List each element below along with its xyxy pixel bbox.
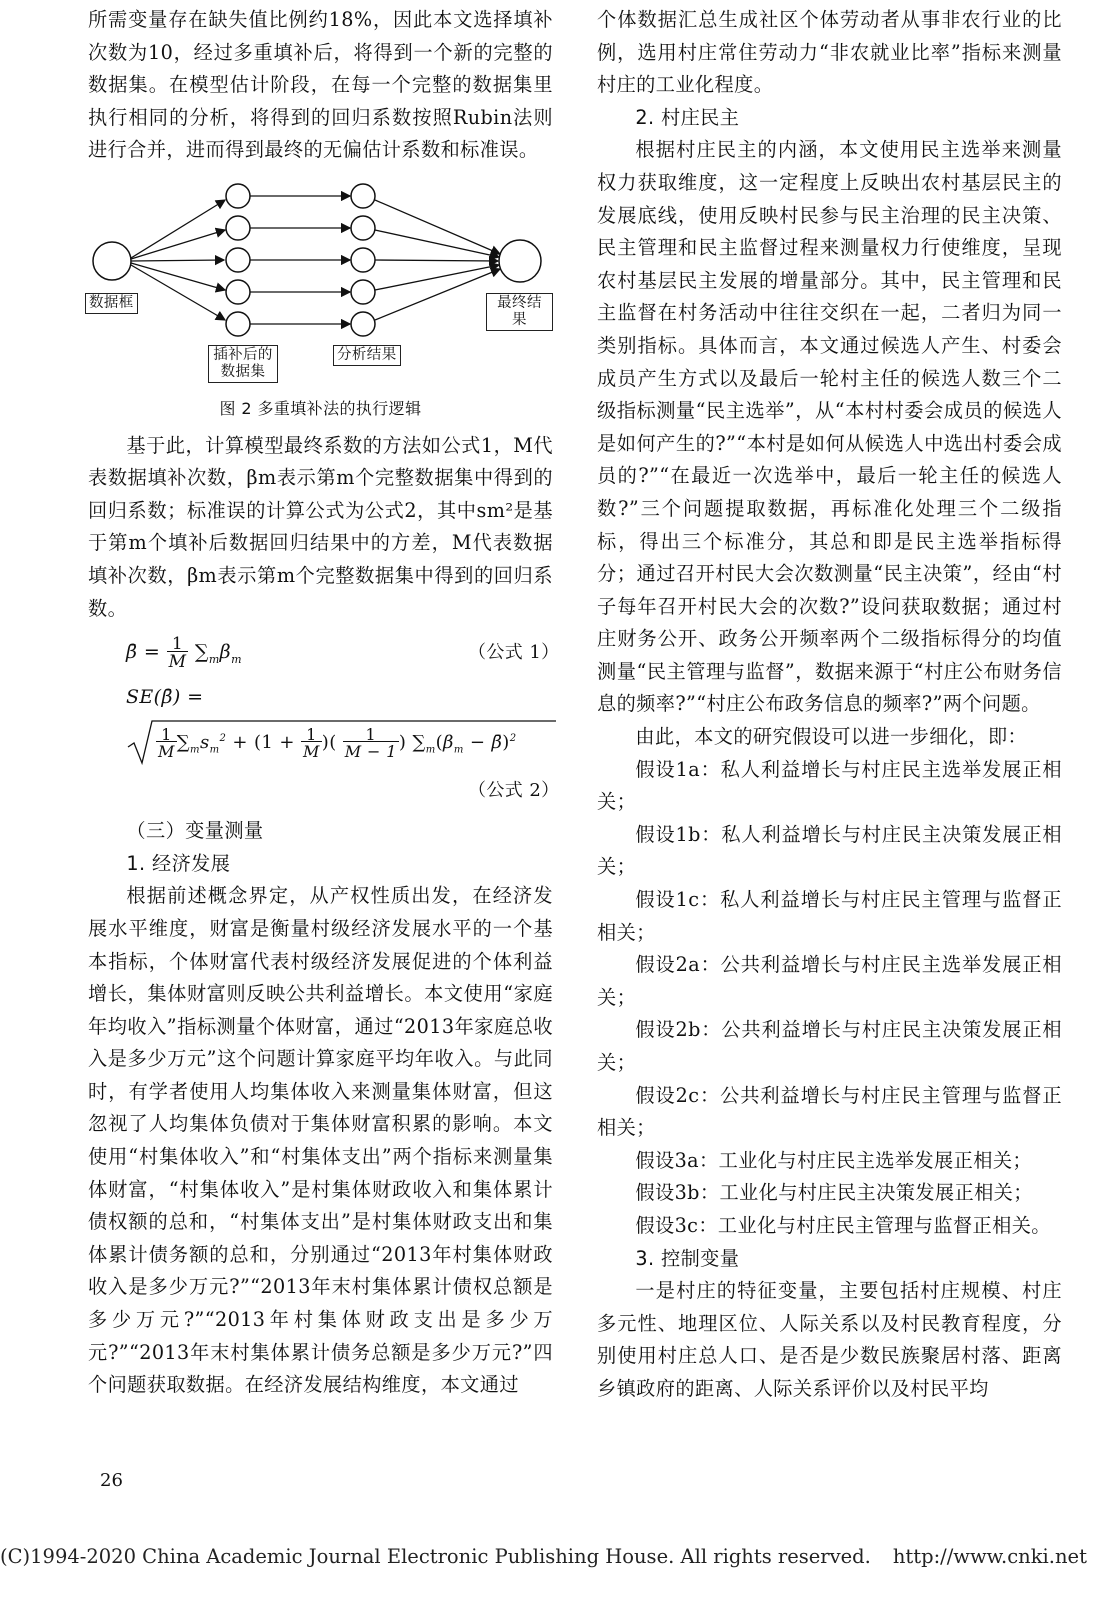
formula-2-tag: （公式 2） xyxy=(468,780,560,802)
paragraph-industrialization: 个体数据汇总生成社区个体劳动者从事非农行业的比例，选用村庄常住劳动力“非农就业比率”指标来测量村庄的工业化程度。 xyxy=(597,8,1062,97)
formula-block: β̄ = 1 M $\sum_m\beta_m$ （公式 1） SE(β̄) = 1 M $\sum_ms_m^2 + (1 + 1$ M )( 1 M − 1 ) $\sum_m(\beta_m$ − β̄)$^2$ （公式 2） xyxy=(88,625,553,815)
subsection-title-village-democracy: 2. 村庄民主 xyxy=(635,105,740,129)
imputation-diagram xyxy=(88,173,553,389)
hypothesis-2b: 假设2b：公共利益增长与村庄民主决策发展正相关； xyxy=(597,1018,1062,1074)
hypothesis-2a: 假设2a：公共利益增长与村庄民主选举发展正相关； xyxy=(597,953,1062,1009)
figure-multiple-imputation xyxy=(88,173,553,389)
paragraph-control-variables: 一是村庄的特征变量，主要包括村庄规模、村庄多元性、地理区位、人际关系以及村民教育程度，分别使用村庄总人口、是否是少数民族聚居村落、距离乡镇政府的距离、人际关系评价以及村民平均 xyxy=(597,1279,1062,1400)
subsection-title-economic-development: 1. 经济发展 xyxy=(126,851,231,875)
label-imputed-line2: 数据集 xyxy=(220,363,266,380)
paragraph-village-democracy: 根据村庄民主的内涵，本文使用民主选举来测量权力获取维度，这一定程度上反映出农村基层民主的发展底线，使用反映村民参与民主治理的民主决策、民主管理和民主监督过程来测量权力行使维度，呈现农村基层民主发展的增量部分。其中，民主管理和民主监督在村务活动中往往交织在一起，二者归为同一类别指标。具体而言，本文通过候选人产生、村委会成员产生方式以及最后一轮村主任的候选人数三个二级指标测量“民主选举”，从“本村村委会成员的候选人是如何产生的?”“本村是如何从候选人中选出村委会成员的?”“在最近一次选举中，最后一轮主任的候选人数?”三个问题提取数据，再标准化处理三个二级指标，得出三个标准分，其总和即是民主选举指标得分；通过召开村民大会次数测量“民主决策”，经由“村子每年召开村民大会的次数?”设问获取数据；通过村庄财务公开、政务公开频率两个二级指标得分的均值测量“民主管理与监督”，数据来源于“村庄公布财务信息的频率?”“村庄公布政务信息的频率?”两个问题。 xyxy=(597,138,1062,716)
hypothesis-3c: 假设3c：工业化与村庄民主管理与监督正相关。 xyxy=(635,1213,1051,1237)
right-column xyxy=(597,4,1062,1406)
cnki-url: http://www.cnki.net xyxy=(892,1545,1087,1568)
label-analysis-results: 分析结果 xyxy=(333,345,401,366)
hypothesis-1b: 假设1b：私人利益增长与村庄民主决策发展正相关； xyxy=(597,822,1062,879)
hypothesis-3b: 假设3b：工业化与村庄民主决策发展正相关； xyxy=(635,1181,1033,1205)
label-dataframe: 数据框 xyxy=(85,293,138,314)
hypothesis-1c: 假设1c：私人利益增长与村庄民主管理与监督正相关； xyxy=(597,888,1062,944)
paragraph-missing-values: 所需变量存在缺失值比例约18%，因此本文选择填补次数为10，经过多重填补后，将得到一个新的完整的数据集。在模型估计阶段，在每一个完整的数据集里执行相同的分析，将得到的回归系数按照Rubin法则进行合并，进而得到最终的无偏估计系数和标准误。 xyxy=(88,8,553,162)
page-number: 26 xyxy=(100,1470,123,1491)
hypothesis-2c: 假设2c：公共利益增长与村庄民主管理与监督正相关； xyxy=(597,1083,1062,1140)
section-title-variable-measurement: （三）变量测量 xyxy=(126,819,264,843)
hypothesis-3a: 假设3a：工业化与村庄民主选举发展正相关； xyxy=(635,1148,1032,1172)
label-imputed-datasets xyxy=(208,345,278,383)
formula-1: β̄ = 1 M $\sum_m\beta_m$ xyxy=(126,634,242,673)
formula-2-lhs: SE(β̄) = xyxy=(126,686,204,709)
paragraph-method: 基于此，计算模型最终系数的方法如公式1，M代表数据填补次数，βm表示第m个完整数据集中得到的回归系数；标准误的计算公式为公式2，其中sm²是基于第m个填补后数据回归结果中的方差，M代表数据填补次数，βm表示第m个完整数据集中得到的回归系数。 xyxy=(88,433,553,620)
copyright-footer xyxy=(0,1545,1087,1568)
formula-1-tag: （公式 1） xyxy=(468,642,560,664)
left-column xyxy=(88,4,560,1402)
hypothesis-1a: 假设1a：私人利益增长与村庄民主选举发展正相关； xyxy=(597,757,1062,814)
paragraph-hypothesis-intro: 由此，本文的研究假设可以进一步细化，即： xyxy=(635,725,1028,749)
copyright-text: (C)1994-2020 China Academic Journal Electronic Publishing House. All rights reserved. xyxy=(0,1545,871,1568)
label-imputed-line1: 插补后的 xyxy=(213,346,273,363)
figure-caption: 图 2 多重填补法的执行逻辑 xyxy=(219,398,422,418)
subsection-title-control-variables: 3. 控制变量 xyxy=(635,1246,740,1270)
paragraph-economic-development: 根据前述概念界定，从产权性质出发，在经济发展水平维度，财富是衡量村级经济发展水平的一个基本指标，个体财富代表村级经济发展促进的个体利益增长，集体财富则反映公共利益增长。本文使用“家庭年均收入”指标测量个体财富，通过“2013年家庭总收入是多少万元”这个问题计算家庭平均年收入。与此同时，有学者使用人均集体收入来测量集体财富，但这忽视了人均集体负债对于集体财富积累的影响。本文使用“村集体收入”和“村集体支出”两个指标来测量集体财富，“村集体收入”是村集体财政收入和集体累计债权额的总和，“村集体支出”是村集体财政支出和集体累计债务额的总和，分别通过“2013年村集体财政收入是多少万元?”“2013年末村集体累计债权总额是多少万元?”“2013年村集体财政支出是多少万元?”“2013年末村集体累计债务总额是多少万元?”四个问题获取数据。在经济发展结构维度，本文通过 xyxy=(88,884,553,1397)
label-final-result: 最终结果 xyxy=(486,293,553,331)
